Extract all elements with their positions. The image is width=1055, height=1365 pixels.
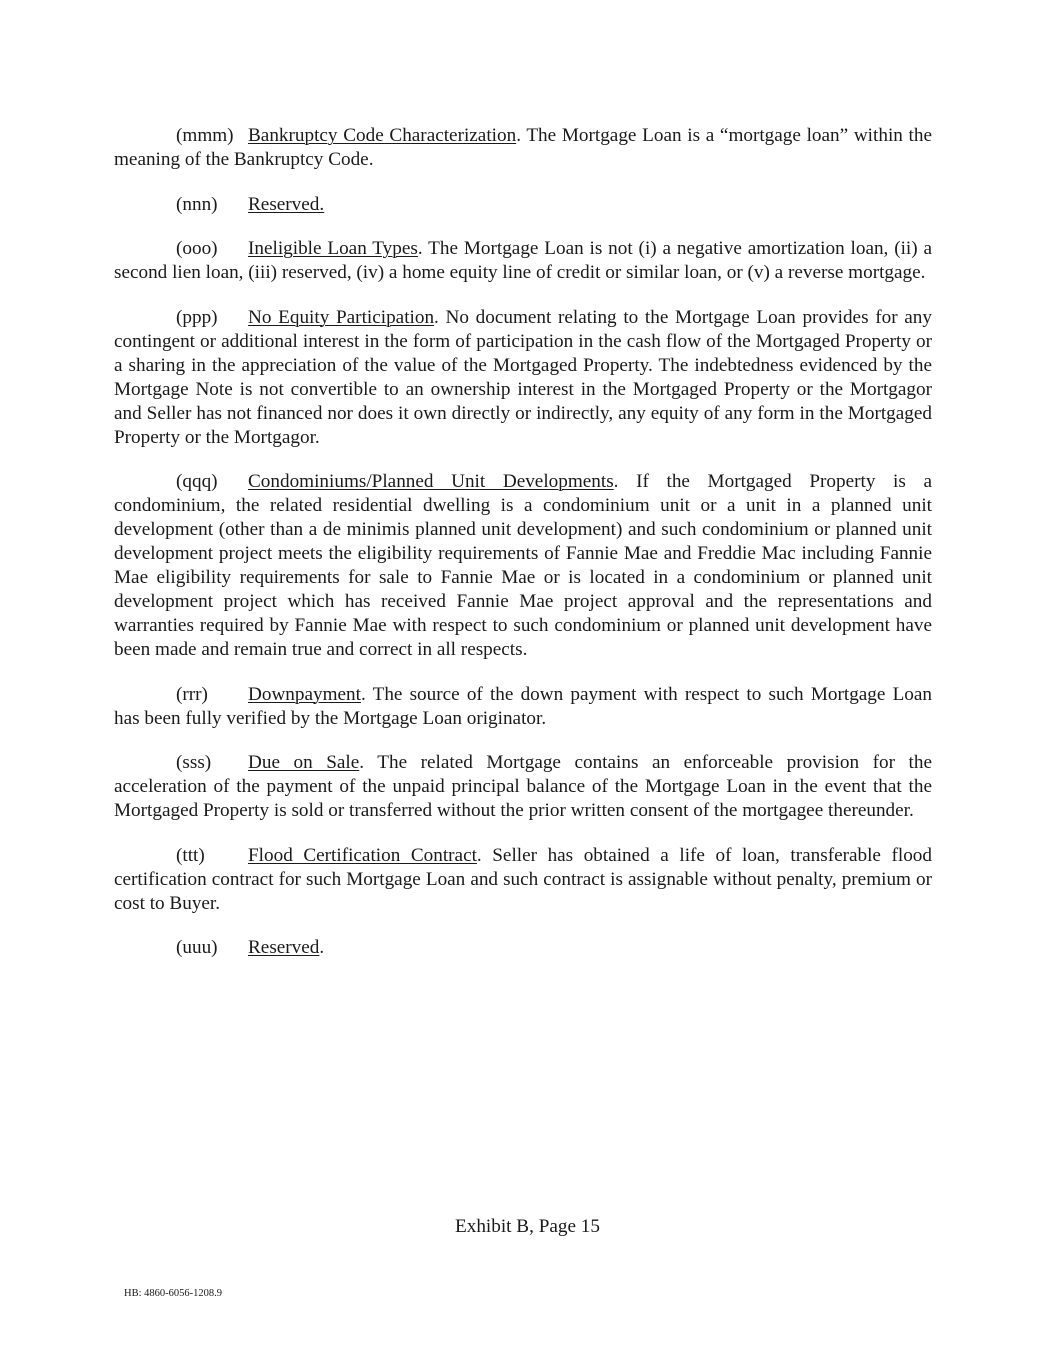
heading-suffix: . — [319, 937, 325, 958]
paragraph-label: (qqq) — [176, 471, 218, 492]
paragraph-heading: Condominiums/Planned Unit Developments — [248, 471, 614, 492]
page-footer-label: Exhibit B, Page 15 — [455, 1216, 600, 1237]
paragraph-heading: Flood Certification Contract — [248, 844, 477, 866]
heading-suffix: . — [360, 683, 366, 705]
paragraph-heading: Reserved — [248, 937, 320, 958]
paragraph-ppp — [114, 306, 932, 450]
paragraph-label: (uuu) — [176, 937, 218, 958]
paragraph-heading: Reserved. — [248, 193, 325, 215]
paragraph-rrr — [114, 683, 932, 731]
heading-suffix: . — [613, 471, 619, 492]
paragraph-label: (nnn) — [176, 193, 218, 215]
paragraph-ooo — [114, 237, 932, 285]
paragraph-label: (ppp) — [176, 306, 218, 328]
paragraph-label: (rrr) — [176, 683, 208, 705]
heading-suffix: . — [359, 752, 365, 773]
heading-suffix: . — [434, 306, 439, 328]
paragraph-body: The Mortgage Loan is not (i) a negative amortization loan, (ii) a second lien loan, (iii) reserved, (iv) a home equity line of credit or similar loan, or (v) a reverse mortgage. — [114, 238, 933, 283]
document-body — [114, 124, 932, 981]
paragraph-body: No document relating to the Mortgage Loan provides for any contingent or additional interest in the form of participation in the cash flow of the Mortgaged Property or a sharing in the appreciation of the value of the Mortgaged Property. The indebtedness evidenced by the Mortgage Note is not convertible to an ownership interest in the Mortgaged Property or the Mortgagor and Seller has not financed nor does it own directly or indirectly, any equity of any form in the Mortgaged Property or the Mortgagor. — [114, 306, 932, 448]
paragraph-body: The related Mortgage contains an enforceable provision for the acceleration of the payment of the unpaid principal balance of the Mortgage Loan in the event that the Mortgaged Property is sold or transferred without the prior written consent of the mortgagee thereunder. — [114, 752, 932, 821]
paragraph-body: Seller has obtained a life of loan, transferable flood certification contract for such Mortgage Loan and such contract is assignable without penalty, premium or cost to Buyer. — [114, 844, 932, 914]
heading-suffix: . — [476, 844, 482, 866]
paragraph-qqq — [114, 470, 932, 662]
paragraph-heading: Downpayment — [248, 683, 361, 705]
paragraph-label: (mmm) — [176, 125, 234, 146]
paragraph-label: (ooo) — [176, 238, 218, 259]
paragraph-label: (ttt) — [176, 844, 205, 866]
paragraph-sss — [114, 751, 932, 823]
heading-suffix: . — [417, 238, 423, 259]
paragraph-body: If the Mortgaged Property is a condominium, the related residential dwelling is a condominium unit or a unit in a planned unit development (other than a de minimis planned unit development) and such condominium or planned unit development project meets the eligibility requirements of Fannie Mae and Freddie Mac including Fannie Mae eligibility requirements for sale to Fannie Mae or is located in a condominium or planned unit development project which has received Fannie Mae project approval and the representations and warranties required by Fannie Mae with respect to such condominium or planned unit development have been made and remain true and correct in all respects. — [114, 471, 932, 660]
heading-suffix: . — [516, 125, 521, 146]
paragraph-heading: Ineligible Loan Types — [248, 238, 418, 259]
paragraph-label: (sss) — [176, 752, 212, 773]
paragraph-body: The Mortgage Loan is a “mortgage loan” within the meaning of the Bankruptcy Code. — [114, 125, 932, 170]
document-id: HB: 4860-6056-1208.9 — [124, 1288, 222, 1299]
paragraph-body: The source of the down payment with respect to such Mortgage Loan has been fully verified by the Mortgage Loan originator. — [114, 683, 932, 729]
paragraph-heading: Due on Sale — [248, 752, 360, 773]
paragraph-nnn — [114, 193, 932, 217]
paragraph-uuu — [114, 936, 932, 960]
paragraph-mmm — [114, 124, 932, 172]
paragraph-ttt — [114, 844, 932, 916]
paragraph-heading: No Equity Participation — [248, 306, 435, 328]
paragraph-heading: Bankruptcy Code Characterization — [248, 125, 517, 146]
